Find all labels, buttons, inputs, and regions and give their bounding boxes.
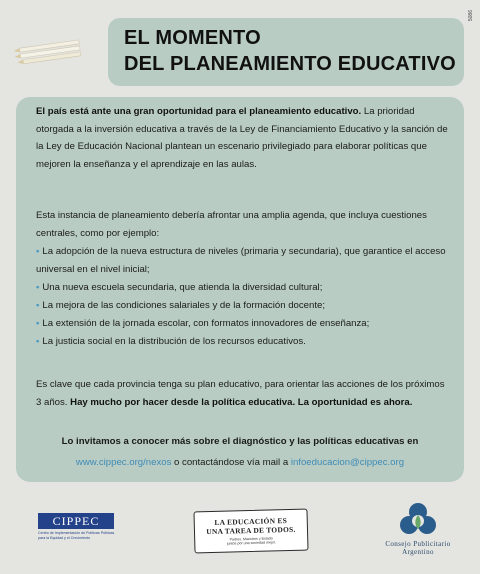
pencils-icon xyxy=(14,36,86,66)
consejo-emblem-icon xyxy=(398,500,438,538)
stamp-line-4: juntos por una sociedad mejor. xyxy=(226,540,276,547)
education-stamp xyxy=(193,509,308,554)
stamp-line-1: LA EDUCACIÓN ES xyxy=(214,516,288,527)
contact-line xyxy=(16,454,464,472)
bullet-icon: • xyxy=(36,318,40,329)
list-item-text: La justicia social en la distribución de los recursos educativos. xyxy=(42,336,306,347)
title-line-1: EL MOMENTO xyxy=(124,27,261,49)
list-item xyxy=(36,243,450,278)
closing-paragraph xyxy=(36,376,450,411)
list-item-text: La mejora de las condiciones salariales y de la formación docente; xyxy=(42,300,326,311)
list-item xyxy=(36,333,450,351)
email-link[interactable]: infoeducacion@cippec.org xyxy=(290,457,405,468)
cippec-logo xyxy=(38,513,120,540)
list-item-text: La extensión de la jornada escolar, con formatos innovadores de enseñanza; xyxy=(42,318,370,329)
stamp-line-2: UNA TAREA DE TODOS. xyxy=(206,524,296,537)
header xyxy=(14,18,464,86)
closing-text: Es clave que cada provincia tenga su plan educativo, para orientar las acciones de los próximos 3 años. xyxy=(36,379,445,408)
contact-middle-text: o contactándose vía mail a xyxy=(171,457,291,468)
cippec-subtitle-1: Centro de Implementación de Políticas Públicas xyxy=(38,531,115,535)
list-item xyxy=(36,297,450,315)
content-panel xyxy=(16,97,464,482)
cippec-wordmark: CIPPEC xyxy=(38,513,114,529)
list-item-text: La adopción de la nueva estructura de niveles (primaria y secundaria), que garantice el acceso universal en el nivel inicial; xyxy=(36,246,446,275)
list-item xyxy=(36,279,450,297)
bullet-icon: • xyxy=(36,336,40,347)
stamp-line-3: Padres, Maestros y Estado xyxy=(229,536,273,542)
website-link[interactable]: www.cippec.org/nexos xyxy=(75,457,172,468)
title-box xyxy=(108,18,464,86)
intro-paragraph xyxy=(36,103,450,174)
consejo-line-1: Consejo Publicitario xyxy=(385,540,451,548)
invitation-text: Lo invitamos a conocer más sobre el diagnóstico y las políticas educativas en xyxy=(61,436,419,447)
cippec-subtitle-2: para la Equidad y el Crecimiento xyxy=(38,535,90,540)
ad-code: 5086 xyxy=(468,10,474,22)
agenda-paragraph: Esta instancia de planeamiento debería afrontar una amplia agenda, que incluya cuestiones centrales, como por ejemplo: xyxy=(36,210,427,239)
list-item xyxy=(36,315,450,333)
bullet-icon: • xyxy=(36,246,40,257)
intro-bold: El país está ante una gran oportunidad para el planeamiento educativo. xyxy=(36,106,362,117)
bullet-icon: • xyxy=(36,282,40,293)
closing-bold: Hay mucho por hacer desde la política educativa. La oportunidad es ahora. xyxy=(70,396,413,408)
title-line-2: DEL PLANEAMIENTO EDUCATIVO xyxy=(124,53,456,75)
bullet-icon: • xyxy=(36,300,40,311)
consejo-publicitario-logo xyxy=(380,500,456,556)
footer xyxy=(0,498,480,574)
intro-text: La prioridad otorgada a la inversión educativa a través de la Ley de Financiamiento Educativo y la sanción de la Ley de Educación Nacional plantean un escenario privilegiado para elaborar políticas que mejoren la enseñanza y el aprendizaje en las aulas. xyxy=(36,106,448,171)
consejo-line-2: Argentino xyxy=(402,548,434,556)
list-item-text: Una nueva escuela secundaria, que atienda la diversidad cultural; xyxy=(42,282,323,293)
